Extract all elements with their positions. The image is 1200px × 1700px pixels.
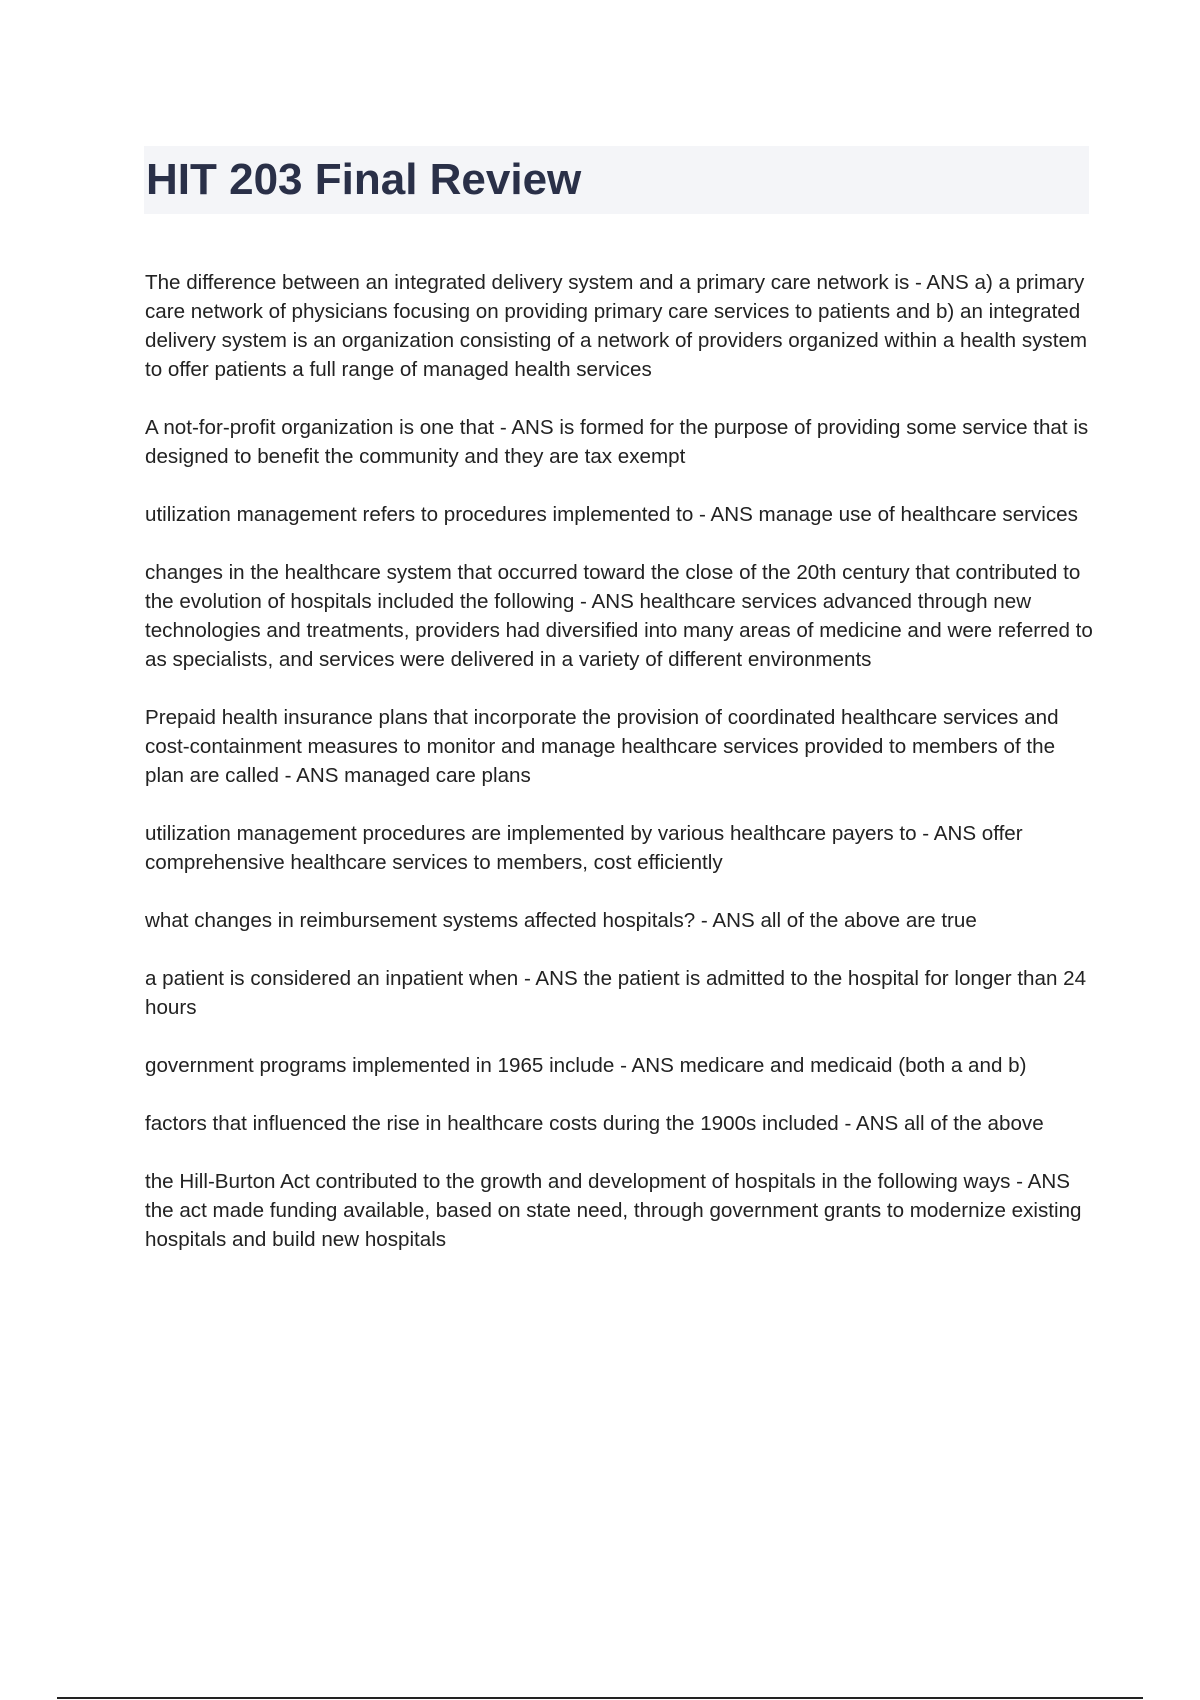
title-band (144, 146, 1089, 214)
qa-entry-11: the Hill-Burton Act contributed to the growth and development of hospitals in the following ways - ANS the act made funding available, based on state need, through government grants to modernize existing hospitals and build new hospitals (145, 1170, 1082, 1251)
qa-entry-10: factors that influenced the rise in healthcare costs during the 1900s included - ANS all of the above (145, 1112, 1044, 1135)
qa-entry-7: what changes in reimbursement systems affected hospitals? - ANS all of the above are true (145, 909, 977, 932)
document-title: HIT 203 Final Review (146, 155, 582, 204)
qa-entry-4: changes in the healthcare system that occurred toward the close of the 20th century that contributed to the evolution of hospitals included the following - ANS healthcare services advanced through new technologies and treatments, providers had diversified into many areas of medicine and were referred to as specialists, and services were delivered in a variety of different environments (145, 561, 1093, 671)
qa-list (145, 268, 1095, 1283)
qa-entry-3: utilization management refers to procedures implemented to - ANS manage use of healthcare services (145, 503, 1078, 526)
qa-entry-6: utilization management procedures are implemented by various healthcare payers to - ANS offer comprehensive healthcare services to members, cost efficiently (145, 822, 1023, 874)
qa-entry-8: a patient is considered an inpatient when - ANS the patient is admitted to the hospital for longer than 24 hours (145, 967, 1087, 1019)
qa-entry-2: A not-for-profit organization is one that - ANS is formed for the purpose of providing some service that is designed to benefit the community and they are tax exempt (145, 416, 1089, 468)
qa-entry-5: Prepaid health insurance plans that incorporate the provision of coordinated healthcare services and cost-containment measures to monitor and manage healthcare services provided to members of the plan are called - ANS managed care plans (145, 706, 1059, 787)
qa-entry-9: government programs implemented in 1965 include - ANS medicare and medicaid (both a and b) (145, 1054, 1027, 1077)
footer-divider (57, 1697, 1143, 1699)
qa-entry-1: The difference between an integrated delivery system and a primary care network is - ANS a) a primary care network of physicians focusing on providing primary care services to patients and b) an integrated delivery system is an organization consisting of a network of providers organized within a health system to offer patients a full range of managed health services (145, 271, 1088, 381)
